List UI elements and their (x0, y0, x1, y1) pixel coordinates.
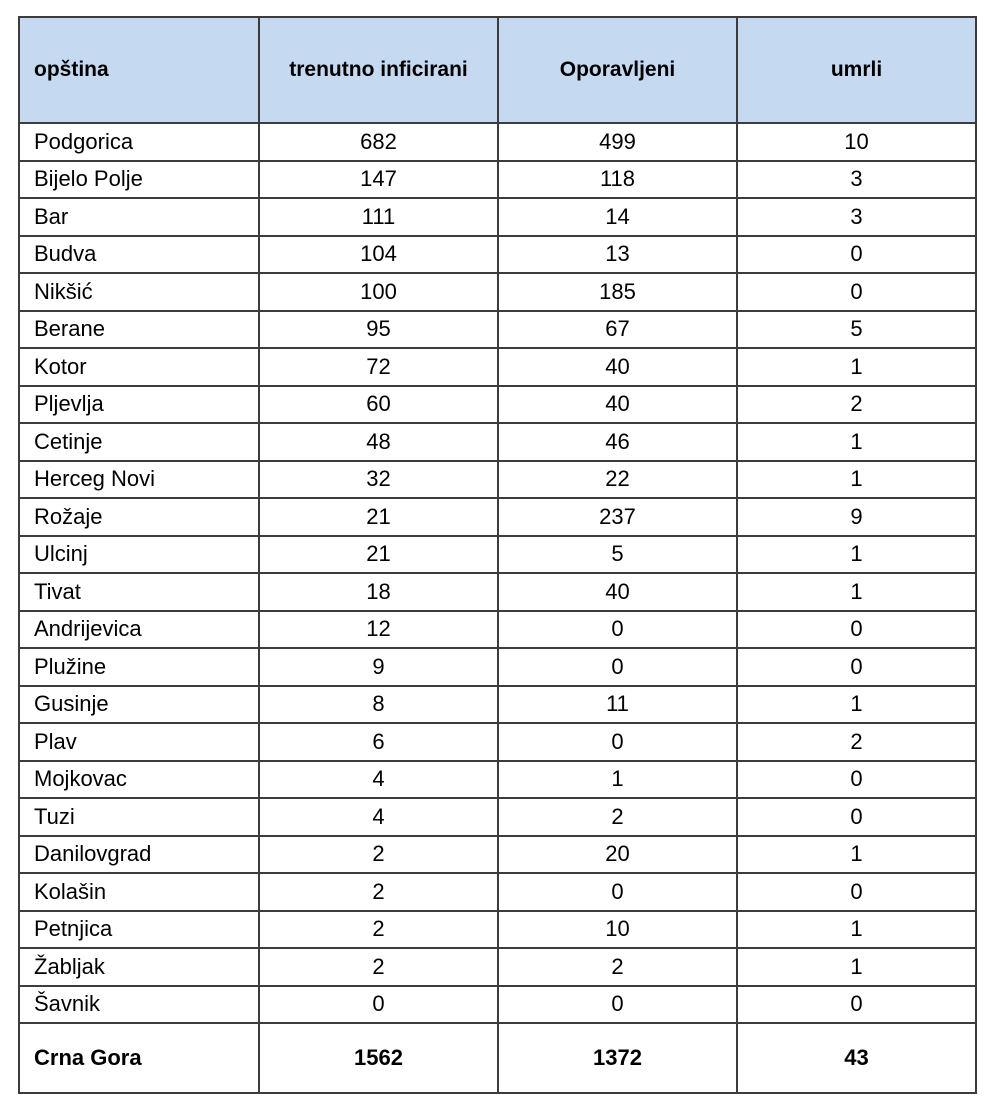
table-footer (19, 1023, 976, 1093)
cell-deceased: 1 (737, 348, 976, 386)
cell-municipality: Kolašin (19, 873, 259, 911)
cell-deceased: 1 (737, 536, 976, 574)
cell-deceased: 0 (737, 873, 976, 911)
cell-recovered: 0 (498, 648, 737, 686)
cell-currently-infected: 2 (259, 873, 498, 911)
total-deceased: 43 (737, 1023, 976, 1093)
cell-municipality: Žabljak (19, 948, 259, 986)
table-row (19, 161, 976, 199)
cell-currently-infected: 6 (259, 723, 498, 761)
cell-deceased: 3 (737, 161, 976, 199)
total-recovered: 1372 (498, 1023, 737, 1093)
cell-municipality: Tuzi (19, 798, 259, 836)
cell-recovered: 237 (498, 498, 737, 536)
cell-recovered: 0 (498, 986, 737, 1024)
cell-recovered: 14 (498, 198, 737, 236)
cell-municipality: Nikšić (19, 273, 259, 311)
cell-currently-infected: 2 (259, 911, 498, 949)
cell-municipality: Danilovgrad (19, 836, 259, 874)
table-row (19, 236, 976, 274)
cell-currently-infected: 104 (259, 236, 498, 274)
cell-municipality: Bar (19, 198, 259, 236)
table-row (19, 348, 976, 386)
cell-deceased: 5 (737, 311, 976, 349)
table-header (19, 17, 976, 123)
cell-deceased: 1 (737, 836, 976, 874)
table-row (19, 986, 976, 1024)
cell-deceased: 9 (737, 498, 976, 536)
table-row (19, 198, 976, 236)
cell-currently-infected: 9 (259, 648, 498, 686)
header-municipality: opština (19, 17, 259, 123)
cell-recovered: 0 (498, 611, 737, 649)
cell-municipality: Plužine (19, 648, 259, 686)
table-row (19, 836, 976, 874)
cell-deceased: 0 (737, 761, 976, 799)
cell-deceased: 1 (737, 948, 976, 986)
total-row (19, 1023, 976, 1093)
table-row (19, 648, 976, 686)
table-row (19, 498, 976, 536)
table-row (19, 911, 976, 949)
table-row (19, 273, 976, 311)
cell-deceased: 0 (737, 611, 976, 649)
covid-stats-table (18, 16, 977, 1094)
cell-currently-infected: 0 (259, 986, 498, 1024)
cell-recovered: 46 (498, 423, 737, 461)
cell-deceased: 0 (737, 986, 976, 1024)
table-row (19, 686, 976, 724)
cell-municipality: Mojkovac (19, 761, 259, 799)
cell-recovered: 10 (498, 911, 737, 949)
cell-recovered: 20 (498, 836, 737, 874)
cell-municipality: Šavnik (19, 986, 259, 1024)
cell-recovered: 1 (498, 761, 737, 799)
cell-municipality: Berane (19, 311, 259, 349)
table-row (19, 723, 976, 761)
cell-municipality: Andrijevica (19, 611, 259, 649)
cell-deceased: 1 (737, 686, 976, 724)
cell-deceased: 1 (737, 573, 976, 611)
cell-currently-infected: 2 (259, 948, 498, 986)
cell-currently-infected: 95 (259, 311, 498, 349)
table-row (19, 573, 976, 611)
cell-currently-infected: 4 (259, 798, 498, 836)
cell-municipality: Plav (19, 723, 259, 761)
cell-currently-infected: 21 (259, 536, 498, 574)
cell-recovered: 118 (498, 161, 737, 199)
table-row (19, 423, 976, 461)
table-row (19, 611, 976, 649)
cell-currently-infected: 2 (259, 836, 498, 874)
cell-recovered: 22 (498, 461, 737, 499)
cell-recovered: 40 (498, 348, 737, 386)
cell-municipality: Tivat (19, 573, 259, 611)
cell-recovered: 5 (498, 536, 737, 574)
cell-municipality: Pljevlja (19, 386, 259, 424)
cell-deceased: 0 (737, 236, 976, 274)
cell-municipality: Gusinje (19, 686, 259, 724)
cell-municipality: Herceg Novi (19, 461, 259, 499)
header-row (19, 17, 976, 123)
cell-currently-infected: 8 (259, 686, 498, 724)
table-row (19, 536, 976, 574)
cell-municipality: Bijelo Polje (19, 161, 259, 199)
cell-deceased: 0 (737, 273, 976, 311)
cell-deceased: 1 (737, 911, 976, 949)
cell-deceased: 0 (737, 648, 976, 686)
cell-deceased: 1 (737, 423, 976, 461)
cell-municipality: Budva (19, 236, 259, 274)
header-deceased: umrli (737, 17, 976, 123)
cell-recovered: 499 (498, 123, 737, 161)
cell-recovered: 185 (498, 273, 737, 311)
cell-recovered: 11 (498, 686, 737, 724)
table-row (19, 123, 976, 161)
cell-recovered: 67 (498, 311, 737, 349)
cell-currently-infected: 4 (259, 761, 498, 799)
cell-recovered: 13 (498, 236, 737, 274)
cell-currently-infected: 48 (259, 423, 498, 461)
cell-currently-infected: 21 (259, 498, 498, 536)
total-currently-infected: 1562 (259, 1023, 498, 1093)
cell-currently-infected: 111 (259, 198, 498, 236)
cell-municipality: Ulcinj (19, 536, 259, 574)
table-body (19, 123, 976, 1023)
cell-deceased: 10 (737, 123, 976, 161)
cell-deceased: 2 (737, 386, 976, 424)
cell-municipality: Podgorica (19, 123, 259, 161)
cell-currently-infected: 682 (259, 123, 498, 161)
cell-currently-infected: 147 (259, 161, 498, 199)
cell-deceased: 0 (737, 798, 976, 836)
cell-currently-infected: 72 (259, 348, 498, 386)
table-row (19, 873, 976, 911)
cell-currently-infected: 100 (259, 273, 498, 311)
table-row (19, 461, 976, 499)
cell-recovered: 2 (498, 798, 737, 836)
cell-deceased: 3 (737, 198, 976, 236)
table-row (19, 386, 976, 424)
cell-municipality: Petnjica (19, 911, 259, 949)
cell-deceased: 1 (737, 461, 976, 499)
table-row (19, 761, 976, 799)
cell-currently-infected: 12 (259, 611, 498, 649)
total-label: Crna Gora (19, 1023, 259, 1093)
header-recovered: Oporavljeni (498, 17, 737, 123)
cell-recovered: 40 (498, 386, 737, 424)
cell-municipality: Kotor (19, 348, 259, 386)
table-row (19, 798, 976, 836)
cell-deceased: 2 (737, 723, 976, 761)
cell-municipality: Rožaje (19, 498, 259, 536)
cell-municipality: Cetinje (19, 423, 259, 461)
cell-recovered: 2 (498, 948, 737, 986)
cell-currently-infected: 18 (259, 573, 498, 611)
cell-recovered: 0 (498, 873, 737, 911)
cell-recovered: 0 (498, 723, 737, 761)
cell-currently-infected: 32 (259, 461, 498, 499)
cell-currently-infected: 60 (259, 386, 498, 424)
table-row (19, 311, 976, 349)
header-currently-infected: trenutno inficirani (259, 17, 498, 123)
table-row (19, 948, 976, 986)
covid-stats-table-container (18, 16, 977, 1094)
cell-recovered: 40 (498, 573, 737, 611)
